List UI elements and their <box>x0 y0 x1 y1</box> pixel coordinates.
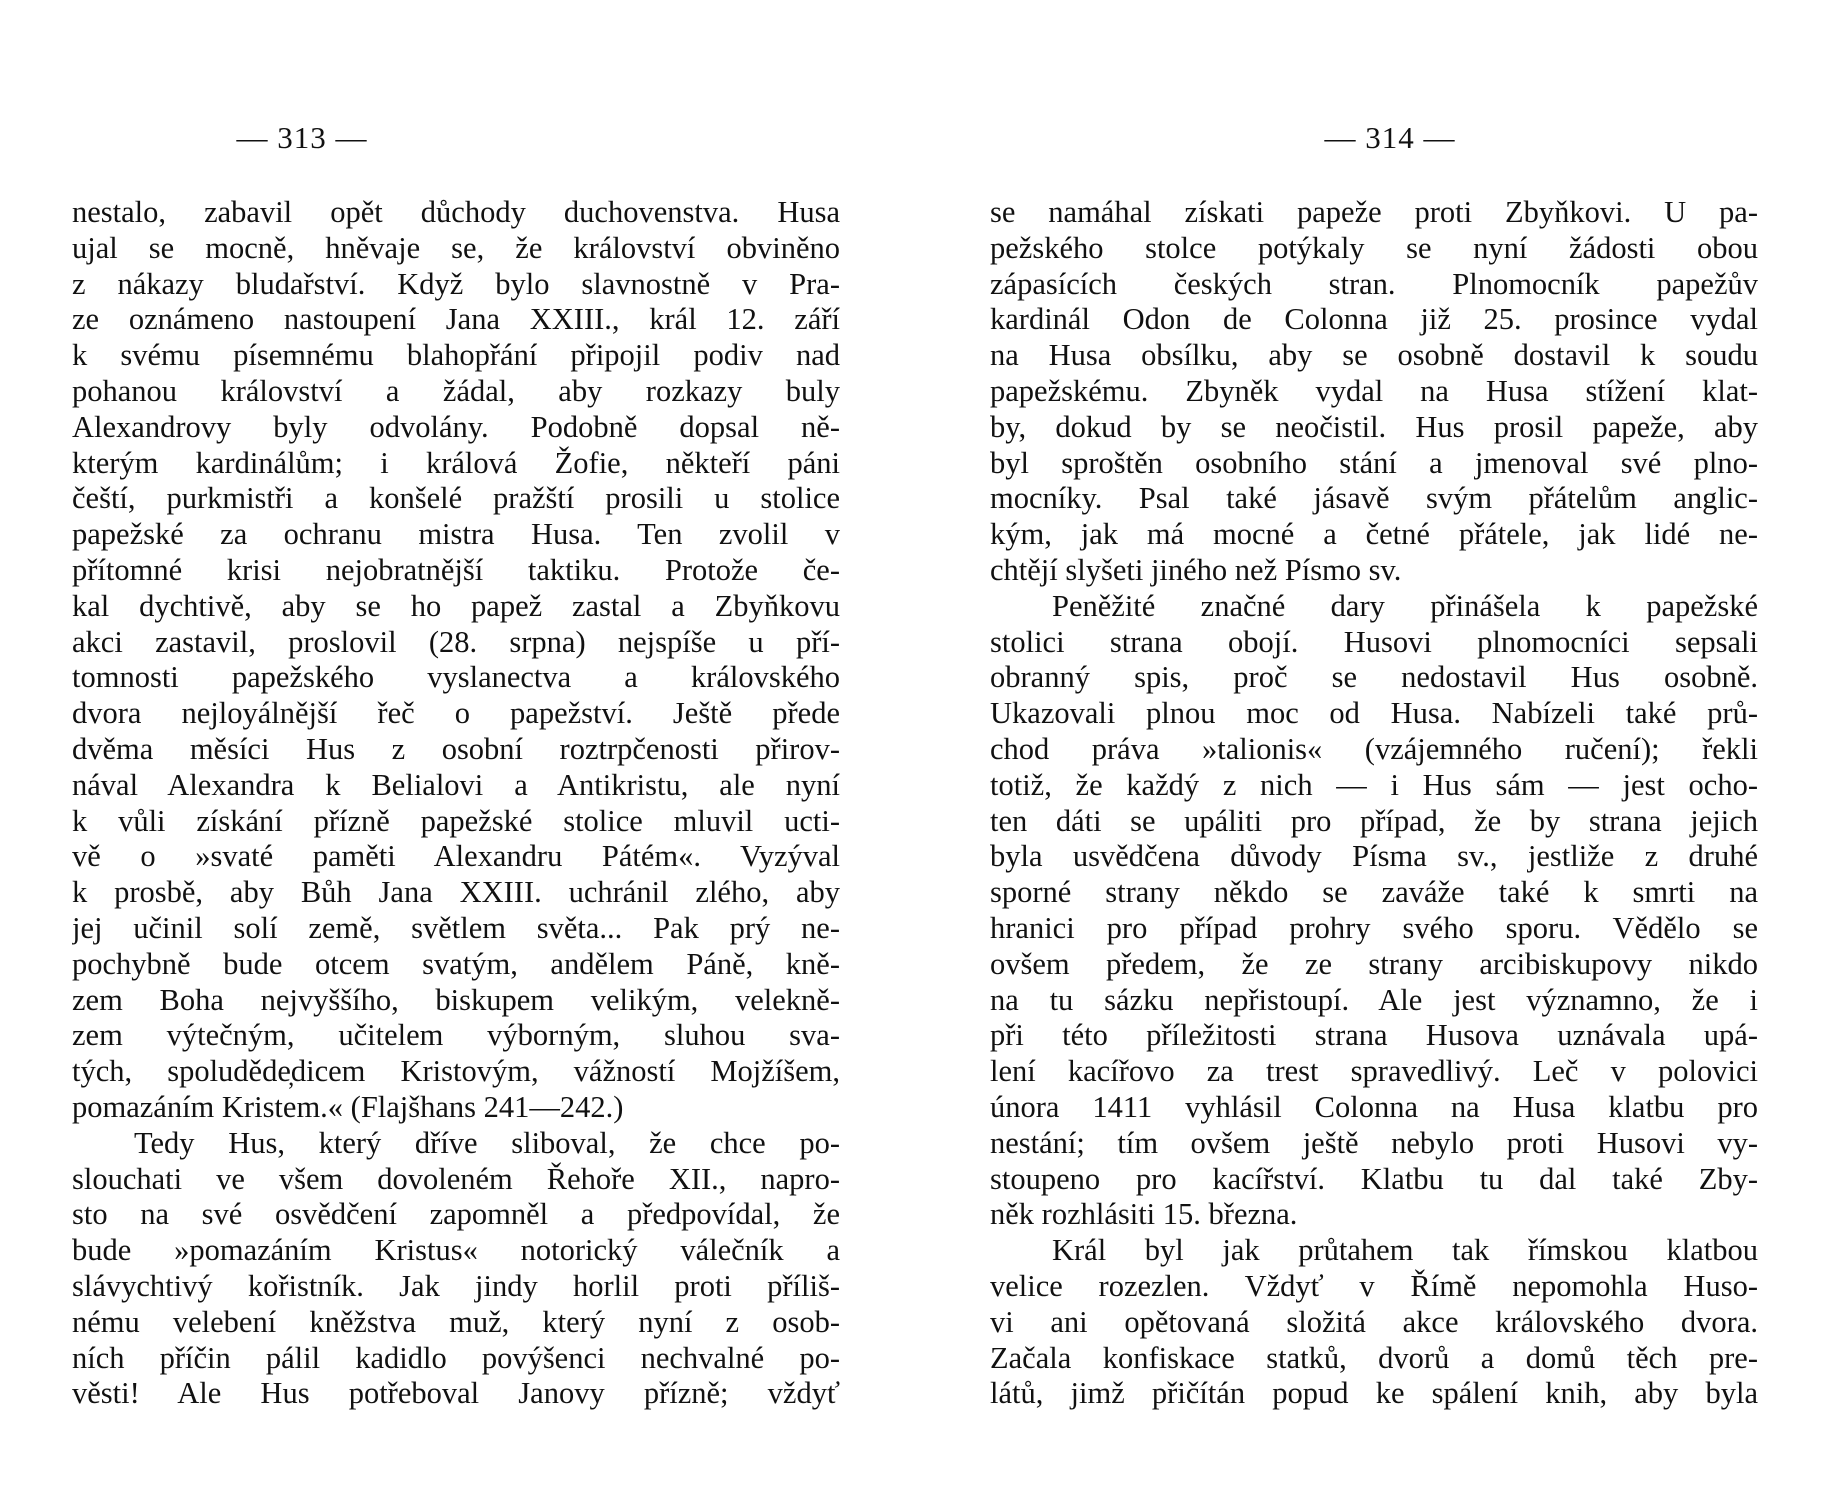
page-number-right: — 314 — <box>1324 120 1456 155</box>
text-line: něk rozhlásiti 15. března. <box>990 1197 1298 1232</box>
text-line: velice rozezlen. Vždyť v Římě nepomohla Huso- <box>990 1268 1758 1303</box>
text-line: Ukazovali plnou moc od Husa. Nabízeli také prů- <box>990 696 1758 731</box>
text-line: Tedy Hus, který dříve sliboval, že chce po- <box>134 1125 840 1160</box>
text-line: na Husa obsílku, aby se osobně dostavil k soudu <box>990 338 1758 373</box>
left-page <box>72 0 840 1500</box>
text-line: k svému písemnému blahopřání připojil podiv nad <box>72 338 840 373</box>
page-number-left: — 313 — <box>236 120 368 155</box>
text-line: kým, jak má mocné a četné přátele, jak lidé ne- <box>990 517 1758 552</box>
text-line: Král byl jak průtahem tak římskou klatbou <box>1052 1233 1758 1268</box>
text-line: nému velebení kněžstva muž, který nyní z osob- <box>72 1304 840 1339</box>
text-line: zápasících českých stran. Plnomocník papežův <box>990 266 1758 301</box>
text-line: chod práva »talionis« (vzájemného ručení); řekli <box>990 731 1758 766</box>
text-line: tých, spoluděde̦dicem Kristovým, vážností Mojžíšem, <box>72 1054 840 1089</box>
text-line: při této příležitosti strana Husova uznávala upá- <box>990 1018 1758 1053</box>
text-line: Alexandrovy byly odvolány. Podobně dopsal ně- <box>72 409 840 444</box>
text-line: čeští, purkmistři a konšelé pražští prosili u stolice <box>72 481 840 516</box>
text-line: pomazáním Kristem.« (Flajšhans 241—242.) <box>72 1089 624 1124</box>
text-line: pochybně bude otcem svatým, andělem Páně, kně- <box>72 946 840 981</box>
text-line: chtějí slyšeti jiného než Písmo sv. <box>990 552 1402 587</box>
text-line: byla usvědčena důvody Písma sv., jestliže z druhé <box>990 839 1758 874</box>
text-line: sporné strany někdo se zaváže také k smrti na <box>990 875 1758 910</box>
text-line: dvora nejloyálnější řeč o papežství. Ještě přede <box>72 696 840 731</box>
text-line: vě o »svaté paměti Alexandru Pátém«. Vyzýval <box>72 839 840 874</box>
text-line: by, dokud by se neočistil. Hus prosil papeže, aby <box>990 409 1758 444</box>
text-line: ze oznámeno nastoupení Jana XXIII., král 12. září <box>72 302 840 337</box>
text-line: ujal se mocně, hněvaje se, že království obviněno <box>72 230 840 265</box>
text-line: hranici pro případ prohry svého sporu. Vědělo se <box>990 910 1758 945</box>
text-line: byl sproštěn osobního stání a jmenoval své plno- <box>990 445 1758 480</box>
text-line: února 1411 vyhlásil Colonna na Husa klatbu pro <box>990 1089 1758 1124</box>
text-line: kterým kardinálům; i králová Žofie, někteří páni <box>72 445 840 480</box>
text-line: nestání; tím ovšem ještě nebylo proti Husovi vy- <box>990 1125 1758 1160</box>
text-line: ovšem předem, že ze strany arcibiskupovy nikdo <box>990 946 1758 981</box>
text-line: na tu sázku nepřistoupí. Ale jest významno, že i <box>990 982 1758 1017</box>
text-line: vi ani opětovaná složitá akce královského dvora. <box>990 1304 1758 1339</box>
text-line: Peněžité značné dary přinášela k papežské <box>1052 588 1758 623</box>
text-line: kardinál Odon de Colonna již 25. prosince vydal <box>990 302 1758 337</box>
text-line: nával Alexandra k Belialovi a Antikristu, ale nyní <box>72 767 840 802</box>
text-line: k prosbě, aby Bůh Jana XXIII. uchránil zlého, aby <box>72 875 840 910</box>
text-line: mocníky. Psal také jásavě svým přátelům anglic- <box>990 481 1758 516</box>
right-page-text <box>990 195 1758 1412</box>
text-line: se namáhal získati papeže proti Zbyňkovi. U pa- <box>990 195 1758 229</box>
text-line: sto na své osvědčení zapomněl a předpovídal, že <box>72 1197 840 1232</box>
text-line: totiž, že každý z nich — i Hus sám — jest ocho- <box>990 767 1758 802</box>
text-line: tomnosti papežského vyslanectva a královského <box>72 660 840 695</box>
text-line: přítomné krisi nejobratnější taktiku. Protože če- <box>72 552 840 587</box>
text-line: ních příčin pálil kadidlo povýšenci nechvalné po- <box>72 1340 840 1375</box>
text-line: k vůli získání přízně papežské stolice mluvil ucti- <box>72 803 840 838</box>
right-page <box>990 0 1758 1500</box>
text-line: lení kacířovo za trest spravedlivý. Leč v polovici <box>990 1054 1758 1089</box>
text-line: zem výtečným, učitelem výborným, sluhou sva- <box>72 1018 840 1053</box>
text-line: papežské za ochranu mistra Husa. Ten zvolil v <box>72 517 840 552</box>
text-line: slávychtivý kořistník. Jak jindy horlil proti příliš- <box>72 1268 840 1303</box>
text-line: slouchati ve všem dovoleném Řehoře XII., napro- <box>72 1161 840 1196</box>
text-line: akci zastavil, proslovil (28. srpna) nejspíše u pří- <box>72 624 840 659</box>
text-line: ten dáti se upáliti pro případ, že by strana jejich <box>990 803 1758 838</box>
text-line: jej učinil solí země, světlem světa... Pak prý ne- <box>72 910 840 945</box>
text-line: bude »pomazáním Kristus« notorický válečník a <box>72 1233 840 1268</box>
text-line: zem Boha nejvyššího, biskupem velikým, velekně- <box>72 982 840 1017</box>
text-line: věsti! Ale Hus potřeboval Janovy přízně; vždyť <box>72 1376 840 1411</box>
text-line: látů, jimž přičítán popud ke spálení knih, aby byla <box>990 1376 1758 1411</box>
text-line: Začala konfiskace statků, dvorů a domů těch pre- <box>990 1340 1758 1375</box>
text-line: pežského stolce potýkaly se nyní žádosti obou <box>990 230 1758 265</box>
text-line: nestalo, zabavil opět důchody duchovenstva. Husa <box>72 195 840 229</box>
text-line: kal dychtivě, aby se ho papež zastal a Zbyňkovu <box>72 588 840 623</box>
text-line: stolici strana obojí. Husovi plnomocníci sepsali <box>990 624 1758 659</box>
left-page-text <box>72 195 840 1412</box>
text-line: obranný spis, proč se nedostavil Hus osobně. <box>990 660 1758 695</box>
text-line: pohanou království a žádal, aby rozkazy buly <box>72 373 840 408</box>
text-line: z nákazy bludařství. Když bylo slavnostně v Pra- <box>72 266 840 301</box>
text-line: stoupeno pro kacířství. Klatbu tu dal také Zby- <box>990 1161 1758 1196</box>
text-line: dvěma měsíci Hus z osobní roztrpčenosti přirov- <box>72 731 840 766</box>
text-line: papežskému. Zbyněk vydal na Husa stížení klat- <box>990 373 1758 408</box>
